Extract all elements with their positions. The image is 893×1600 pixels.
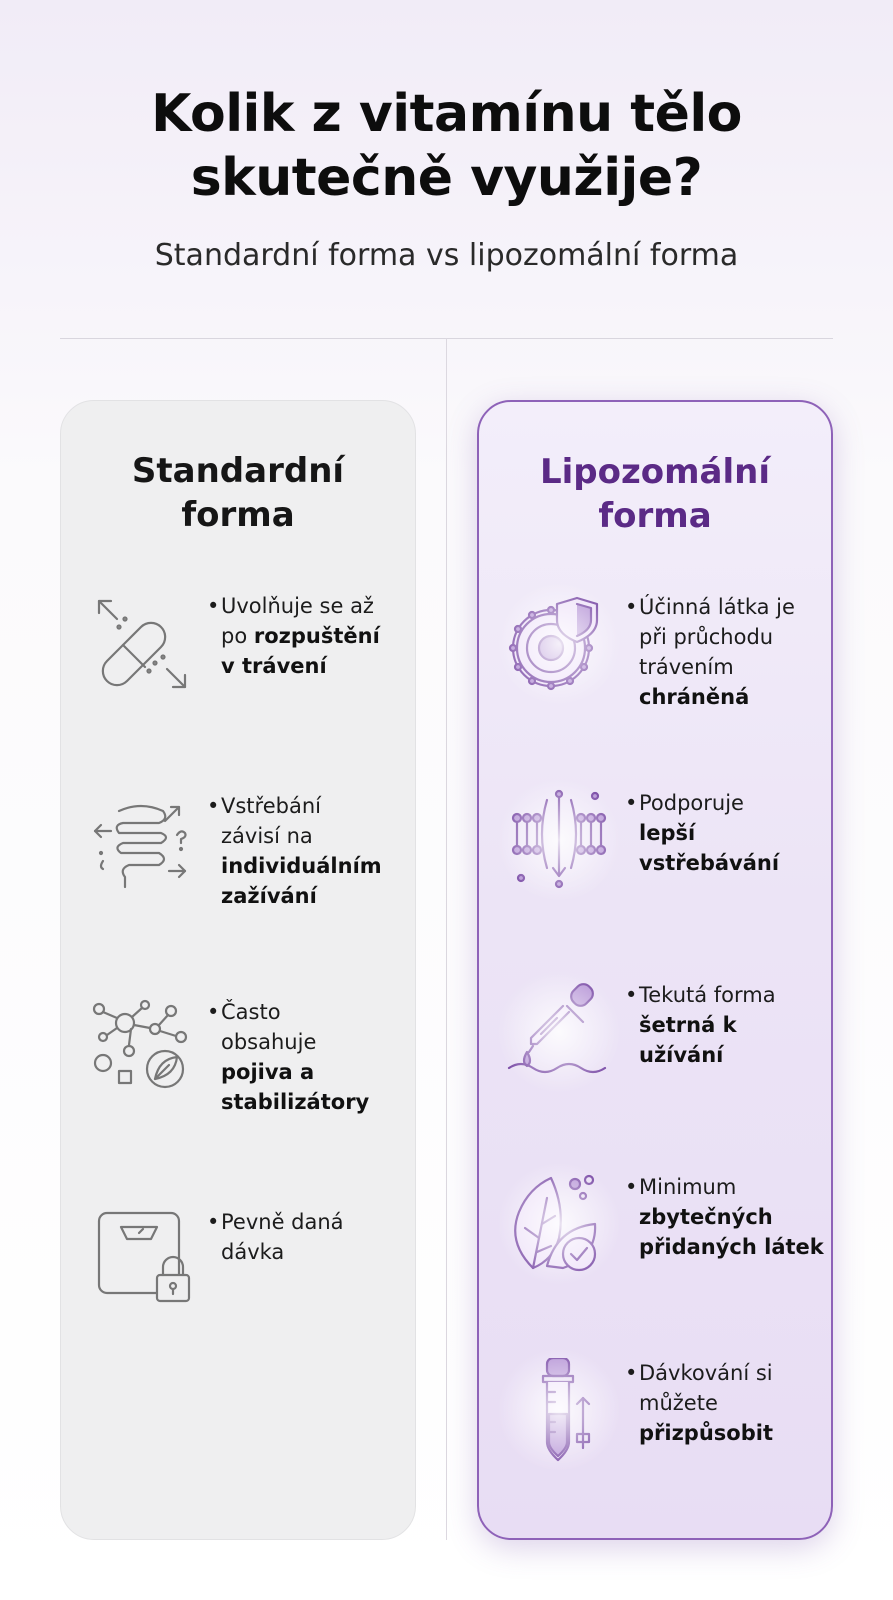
standard-item-3-text: •Často obsahuje pojiva a stabilizátory [207, 1000, 370, 1114]
liposomal-item-4-text: •Minimum zbytečných přidaných látek [625, 1175, 824, 1259]
title-line-1: Kolik z vitamínu tělo [151, 84, 742, 144]
dropper-icon [507, 980, 611, 1084]
liposomal-form-card [477, 400, 833, 1540]
leaf-check-icon [507, 1172, 611, 1276]
membrane-absorption-icon [507, 788, 611, 892]
page-title [0, 82, 893, 210]
standard-form-card [60, 400, 416, 1540]
molecules-additives-icon [89, 997, 193, 1101]
liposomal-title-line-1: Lipozomální [539, 452, 771, 492]
intestine-icon [89, 791, 193, 895]
dosing-pipette-icon [507, 1358, 611, 1462]
liposomal-item-1-text: •Účinná látka je při průchodu trávením chráněná [625, 595, 795, 709]
standard-item-1-text: •Uvolňuje se až po rozpuštění v trávení [207, 594, 380, 678]
liposomal-item-5-text: •Dávkování si můžete přizpůsobit [625, 1361, 773, 1445]
standard-title-line-2: forma [181, 495, 295, 535]
page-subtitle: Standardní forma vs lipozomální forma [154, 238, 739, 273]
standard-item-2-text: •Vstřebání závisí na individuálním zažívání [207, 794, 382, 908]
liposomal-item-3-text: •Tekutá forma šetrná k užívání [625, 983, 776, 1067]
standard-card-title [61, 449, 415, 537]
liposomal-title-line-2: forma [598, 496, 712, 536]
locked-scale-icon [89, 1207, 193, 1311]
liposomal-item-2-text: •Podporuje lepší vstřebávání [625, 791, 780, 875]
title-line-2: skutečně využije? [190, 148, 703, 208]
liposome-shield-icon [507, 592, 611, 696]
broken-capsule-icon [89, 591, 193, 695]
liposomal-card-title [479, 450, 831, 538]
vertical-divider [446, 338, 447, 1540]
standard-item-4-text: •Pevně daná dávka [207, 1210, 344, 1264]
standard-title-line-1: Standardní [131, 451, 345, 491]
